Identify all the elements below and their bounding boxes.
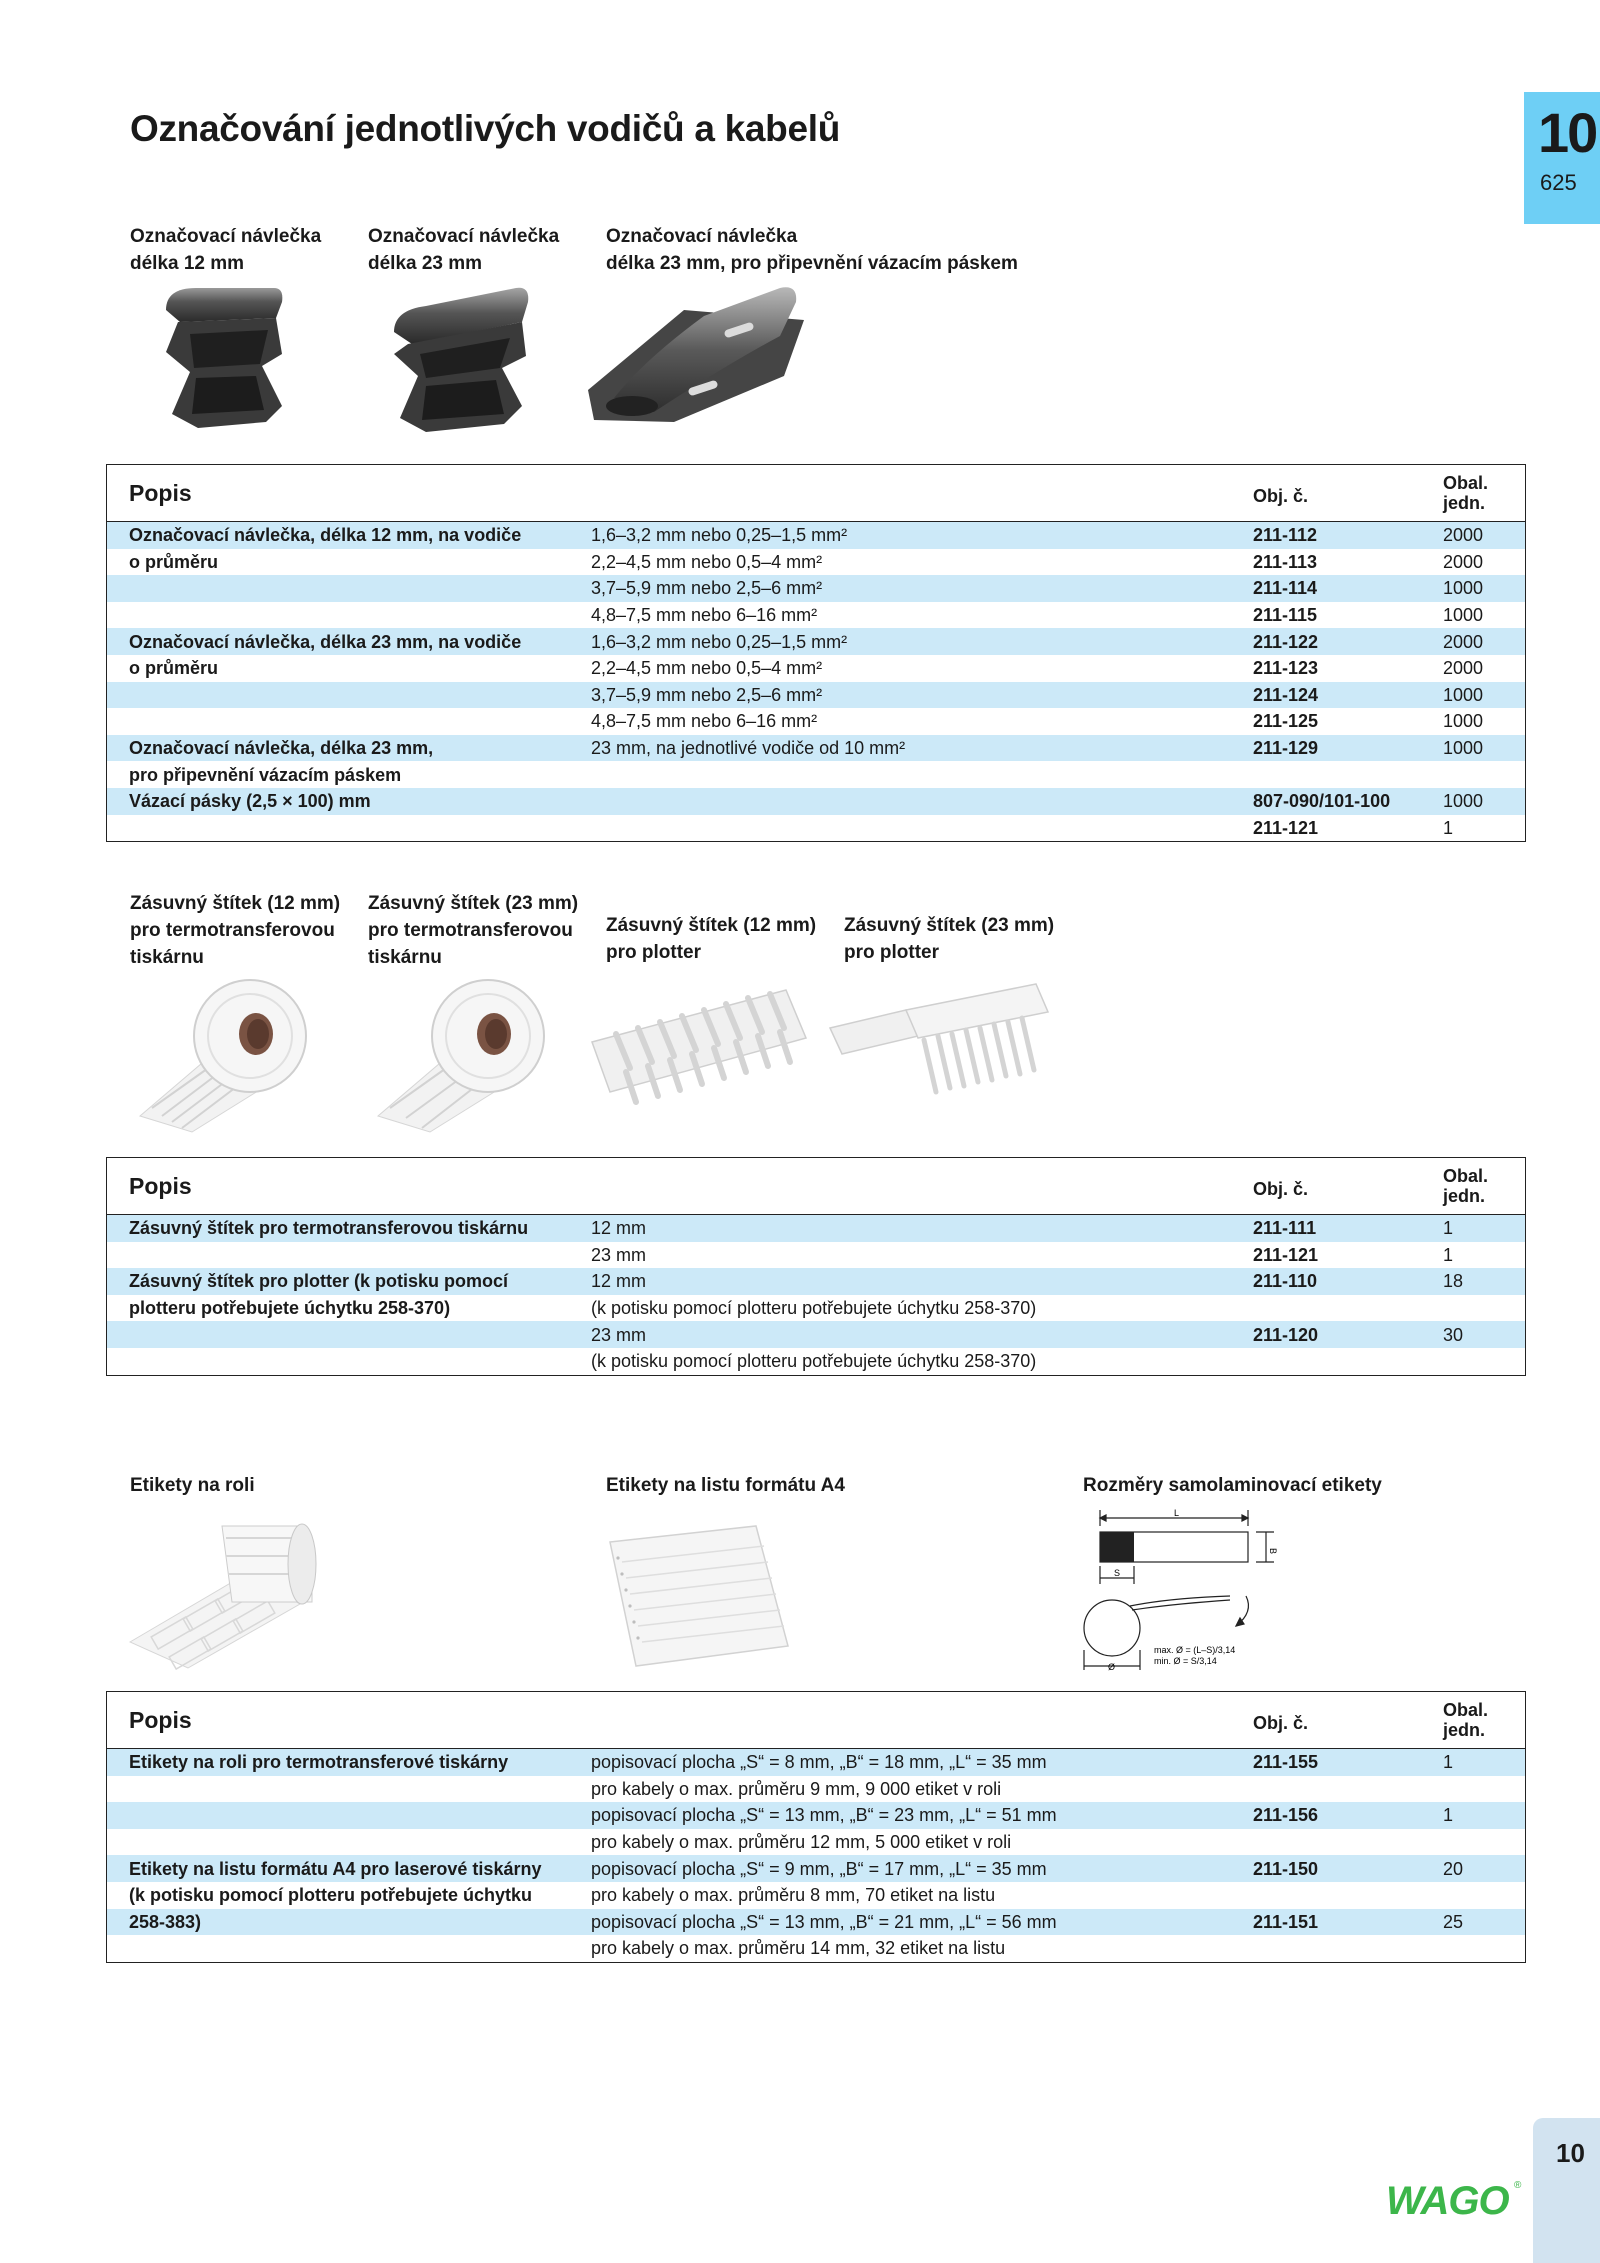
brand-name: WAGO [1386,2179,1509,2220]
sleeve-23-tie-image [584,280,810,432]
formula-max: max. Ø = (L–S)/3,14 [1154,1645,1236,1655]
caption-marker-23-plotter: Zásuvný štítek (23 mm) pro plotter [844,915,1055,963]
sleeve-23-image [386,282,536,442]
marker-roll-12-image [132,976,310,1134]
table-row: 3,7–5,9 mm nebo 2,5–6 mm² 211-124 1000 [107,682,1526,709]
table-header [107,1158,1526,1215]
marker-plotter-23-image [826,976,1052,1102]
caption-label-dimensions: Rozměry samolaminovací etikety [1083,1475,1382,1496]
table-row: 23 mm 211-121 1 [591,1244,1454,1265]
table-row: Etikety na listu formátu A4 pro laserové tiskárny popisovací plocha „S“ = 9 mm, „B“ = 17 mm, „L“ = 35 mm 211-150 20 [107,1855,1526,1882]
footer-section-number: 10 [1556,2138,1585,2168]
table-row: pro připevnění vázacím páskem [129,764,402,785]
dim-L: L [1174,1508,1180,1518]
page-title: Označování jednotlivých vodičů a kabelů [130,108,840,149]
table-row: 258-383) popisovací plocha „S“ = 13 mm, „B“ = 21 mm, „L“ = 56 mm 211-151 25 [107,1909,1526,1936]
table-row: Etikety na roli pro termotransferové tiskárny popisovací plocha „S“ = 8 mm, „B“ = 18 mm, „L“ = 35 mm 211-155 1 [107,1749,1526,1776]
footer-section-tab [1533,2118,1600,2263]
table-row: 4,8–7,5 mm nebo 6–16 mm² 211-125 1000 [591,711,1484,732]
marker-product-table [106,1157,1526,1376]
svg-text:®: ® [1514,2180,1522,2191]
table-row: 23 mm 211-120 30 [107,1321,1526,1348]
labels-a4-image [606,1522,792,1670]
header-obj: Obj. č. [1231,465,1443,522]
table-row: Označovací návlečka, délka 12 mm, na vodiče 1,6–3,2 mm nebo 0,25–1,5 mm² 211-112 2000 [107,522,1526,549]
marker-roll-23-image [370,976,548,1134]
table-row: Zásuvný štítek pro plotter (k potisku pomocí 12 mm 211-110 18 [107,1268,1526,1295]
table-row: (k potisku pomocí plotteru potřebujete úchytku pro kabely o max. průměru 8 mm, 70 etiket na listu [129,1885,996,1906]
section-tab [1524,92,1600,224]
formula-min: min. Ø = S/3,14 [1154,1656,1217,1666]
table-row: o průměru 2,2–4,5 mm nebo 0,5–4 mm² 211-123 2000 [129,658,1484,679]
table-row: 4,8–7,5 mm nebo 6–16 mm² 211-115 1000 [591,605,1484,626]
page-number: 625 [1540,170,1577,195]
marker-plotter-12-image [586,976,812,1112]
header-obal: Obal. jedn. [1443,1692,1526,1749]
sleeve-product-table [106,464,1526,842]
dim-S: S [1114,1568,1121,1578]
section-number: 10 [1538,101,1597,164]
dim-D: Ø [1108,1662,1116,1672]
caption-labels-a4: Etikety na listu formátu A4 [606,1475,845,1496]
wago-logo [1386,2176,1522,2220]
header-obj: Obj. č. [1231,1692,1443,1749]
caption-marker-12-plotter: Zásuvný štítek (12 mm) pro plotter [606,915,817,963]
caption-labels-roll: Etikety na roli [130,1475,255,1496]
table-row: pro kabely o max. průměru 14 mm, 32 etiket na listu [591,1938,1006,1959]
labels-roll-image [126,1508,318,1670]
table-row: Označovací návlečka, délka 23 mm, 23 mm, na jednotlivé vodiče od 10 mm² 211-129 1000 [107,735,1526,762]
table-row: o průměru 2,2–4,5 mm nebo 0,5–4 mm² 211-113 2000 [129,551,1484,572]
label-dimension-diagram [1060,1500,1290,1680]
caption-marker-12-thermo: Zásuvný štítek (12 mm) pro termotransferovou tiskárnu [130,893,341,968]
header-obal: Obal. jedn. [1443,465,1526,522]
table-row: plotteru potřebujete úchytku 258-370) (k potisku pomocí plotteru potřebujete úchytku 258-370) [129,1298,1037,1319]
caption-sleeve-12: Označovací návlečka délka 12 mm [130,226,322,274]
caption-marker-23-thermo: Zásuvný štítek (23 mm) pro termotransferovou tiskárnu [368,893,579,968]
sleeve-12-image [156,282,286,442]
table-header [107,1692,1526,1749]
table-row: Vázací pásky (2,5 × 100) mm 807-090/101-100 1000 [107,788,1526,815]
table-row: popisovací plocha „S“ = 13 mm, „B“ = 23 mm, „L“ = 51 mm 211-156 1 [107,1802,1526,1829]
header-obj: Obj. č. [1231,1158,1443,1215]
table-row: Označovací návlečka, délka 23 mm, na vodiče 1,6–3,2 mm nebo 0,25–1,5 mm² 211-122 2000 [107,628,1526,655]
caption-sleeve-23: Označovací návlečka délka 23 mm [368,226,560,274]
header-popis: Popis [107,1692,592,1749]
table-row: pro kabely o max. průměru 12 mm, 5 000 etiket v roli [591,1832,1012,1853]
table-row: Zásuvný štítek pro termotransferovou tiskárnu 12 mm 211-111 1 [107,1215,1526,1242]
table-header [107,465,1526,522]
table-row: pro kabely o max. průměru 9 mm, 9 000 etiket v roli [591,1778,1002,1799]
header-popis: Popis [107,1158,592,1215]
labels-product-table [106,1691,1526,1963]
dim-B: B [1268,1548,1278,1555]
table-row: (k potisku pomocí plotteru potřebujete úchytku 258-370) [591,1351,1037,1372]
header-obal: Obal. jedn. [1443,1158,1526,1215]
table-row: 211-121 1 [1253,817,1454,838]
caption-sleeve-23-tie: Označovací návlečka délka 23 mm, pro připevnění vázacím páskem [606,226,1018,274]
header-popis: Popis [107,465,592,522]
table-row: 3,7–5,9 mm nebo 2,5–6 mm² 211-114 1000 [107,575,1526,602]
